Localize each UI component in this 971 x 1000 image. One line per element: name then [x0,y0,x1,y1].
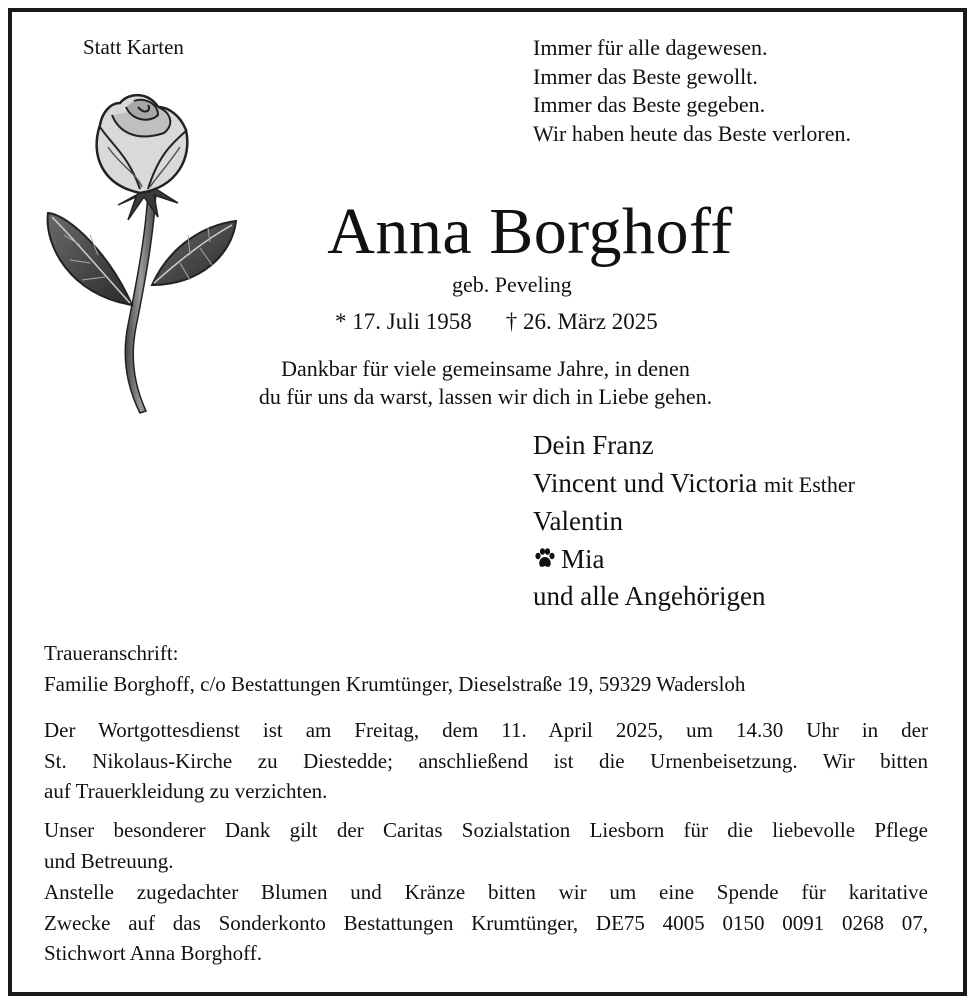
pet-name: Mia [561,543,605,574]
paragraph-line: Der Wortgottesdienst ist am Freitag, dem 11. April 2025, um 14.30 Uhr in der [44,718,928,742]
poem-line: Immer das Beste gegeben. [533,92,766,117]
poem [533,34,851,148]
paragraph-line: St. Nikolaus-Kirche zu Diestedde; anschließend ist die Urnenbeisetzung. Wir bitten [44,748,928,773]
thanks-text [0,355,971,411]
paragraph-line: auf Trauerkleidung zu verzichten. [44,779,328,803]
poem-line: Immer das Beste gewollt. [533,63,758,89]
maiden-name: geb. Peveling [452,272,572,297]
life-dates [335,309,658,335]
family-names: Vincent und Victoria [533,467,758,498]
family-line: Valentin [533,506,623,536]
paragraph-line: Stichwort Anna Borghoff. [44,941,262,965]
family-names-small: mit Esther [763,471,855,497]
address-value [44,669,928,700]
gratitude-paragraph [44,815,928,876]
family-line [533,541,855,579]
service-paragraph [44,715,928,807]
address-label: Traueranschrift: [44,641,179,665]
poem-line: Wir haben heute das Beste verloren. [533,120,851,146]
paragraph-line: Anstelle zugedachter Blumen und Kränze bitten wir um eine Spende für karitative [44,880,928,904]
family-line: Dein Franz [533,430,654,460]
paragraph-line: Zwecke auf das Sonderkonto Bestattungen Krumtünger, DE75 4005 0150 0091 0268 07, [44,910,928,935]
paragraph-line: und Betreuung. [44,848,174,873]
family-line [533,465,855,504]
family-line: und alle Angehörigen [533,581,766,611]
death-date: † 26. März 2025 [505,309,658,334]
birth-date: * 17. Juli 1958 [335,309,472,334]
poem-line: Immer für alle dagewesen. [533,35,768,60]
thanks-line: du für uns da warst, lassen wir dich in Liebe gehen. [258,384,713,409]
paragraph-line: Unser besonderer Dank gilt der Caritas Sozialstation Liesborn für die liebevolle Pflege [44,818,928,842]
thanks-line: Dankbar für viele gemeinsame Jahre, in denen [281,356,690,381]
donation-paragraph [44,877,928,969]
statt-karten-label: Statt Karten [83,35,184,59]
address-line: Familie Borghoff, c/o Bestattungen Krumtünger, Dieselstraße 19, 59329 Wadersloh [44,672,746,696]
deceased-name: Anna Borghoff [327,195,733,268]
paw-icon [533,546,557,570]
family-signatures [533,427,855,616]
